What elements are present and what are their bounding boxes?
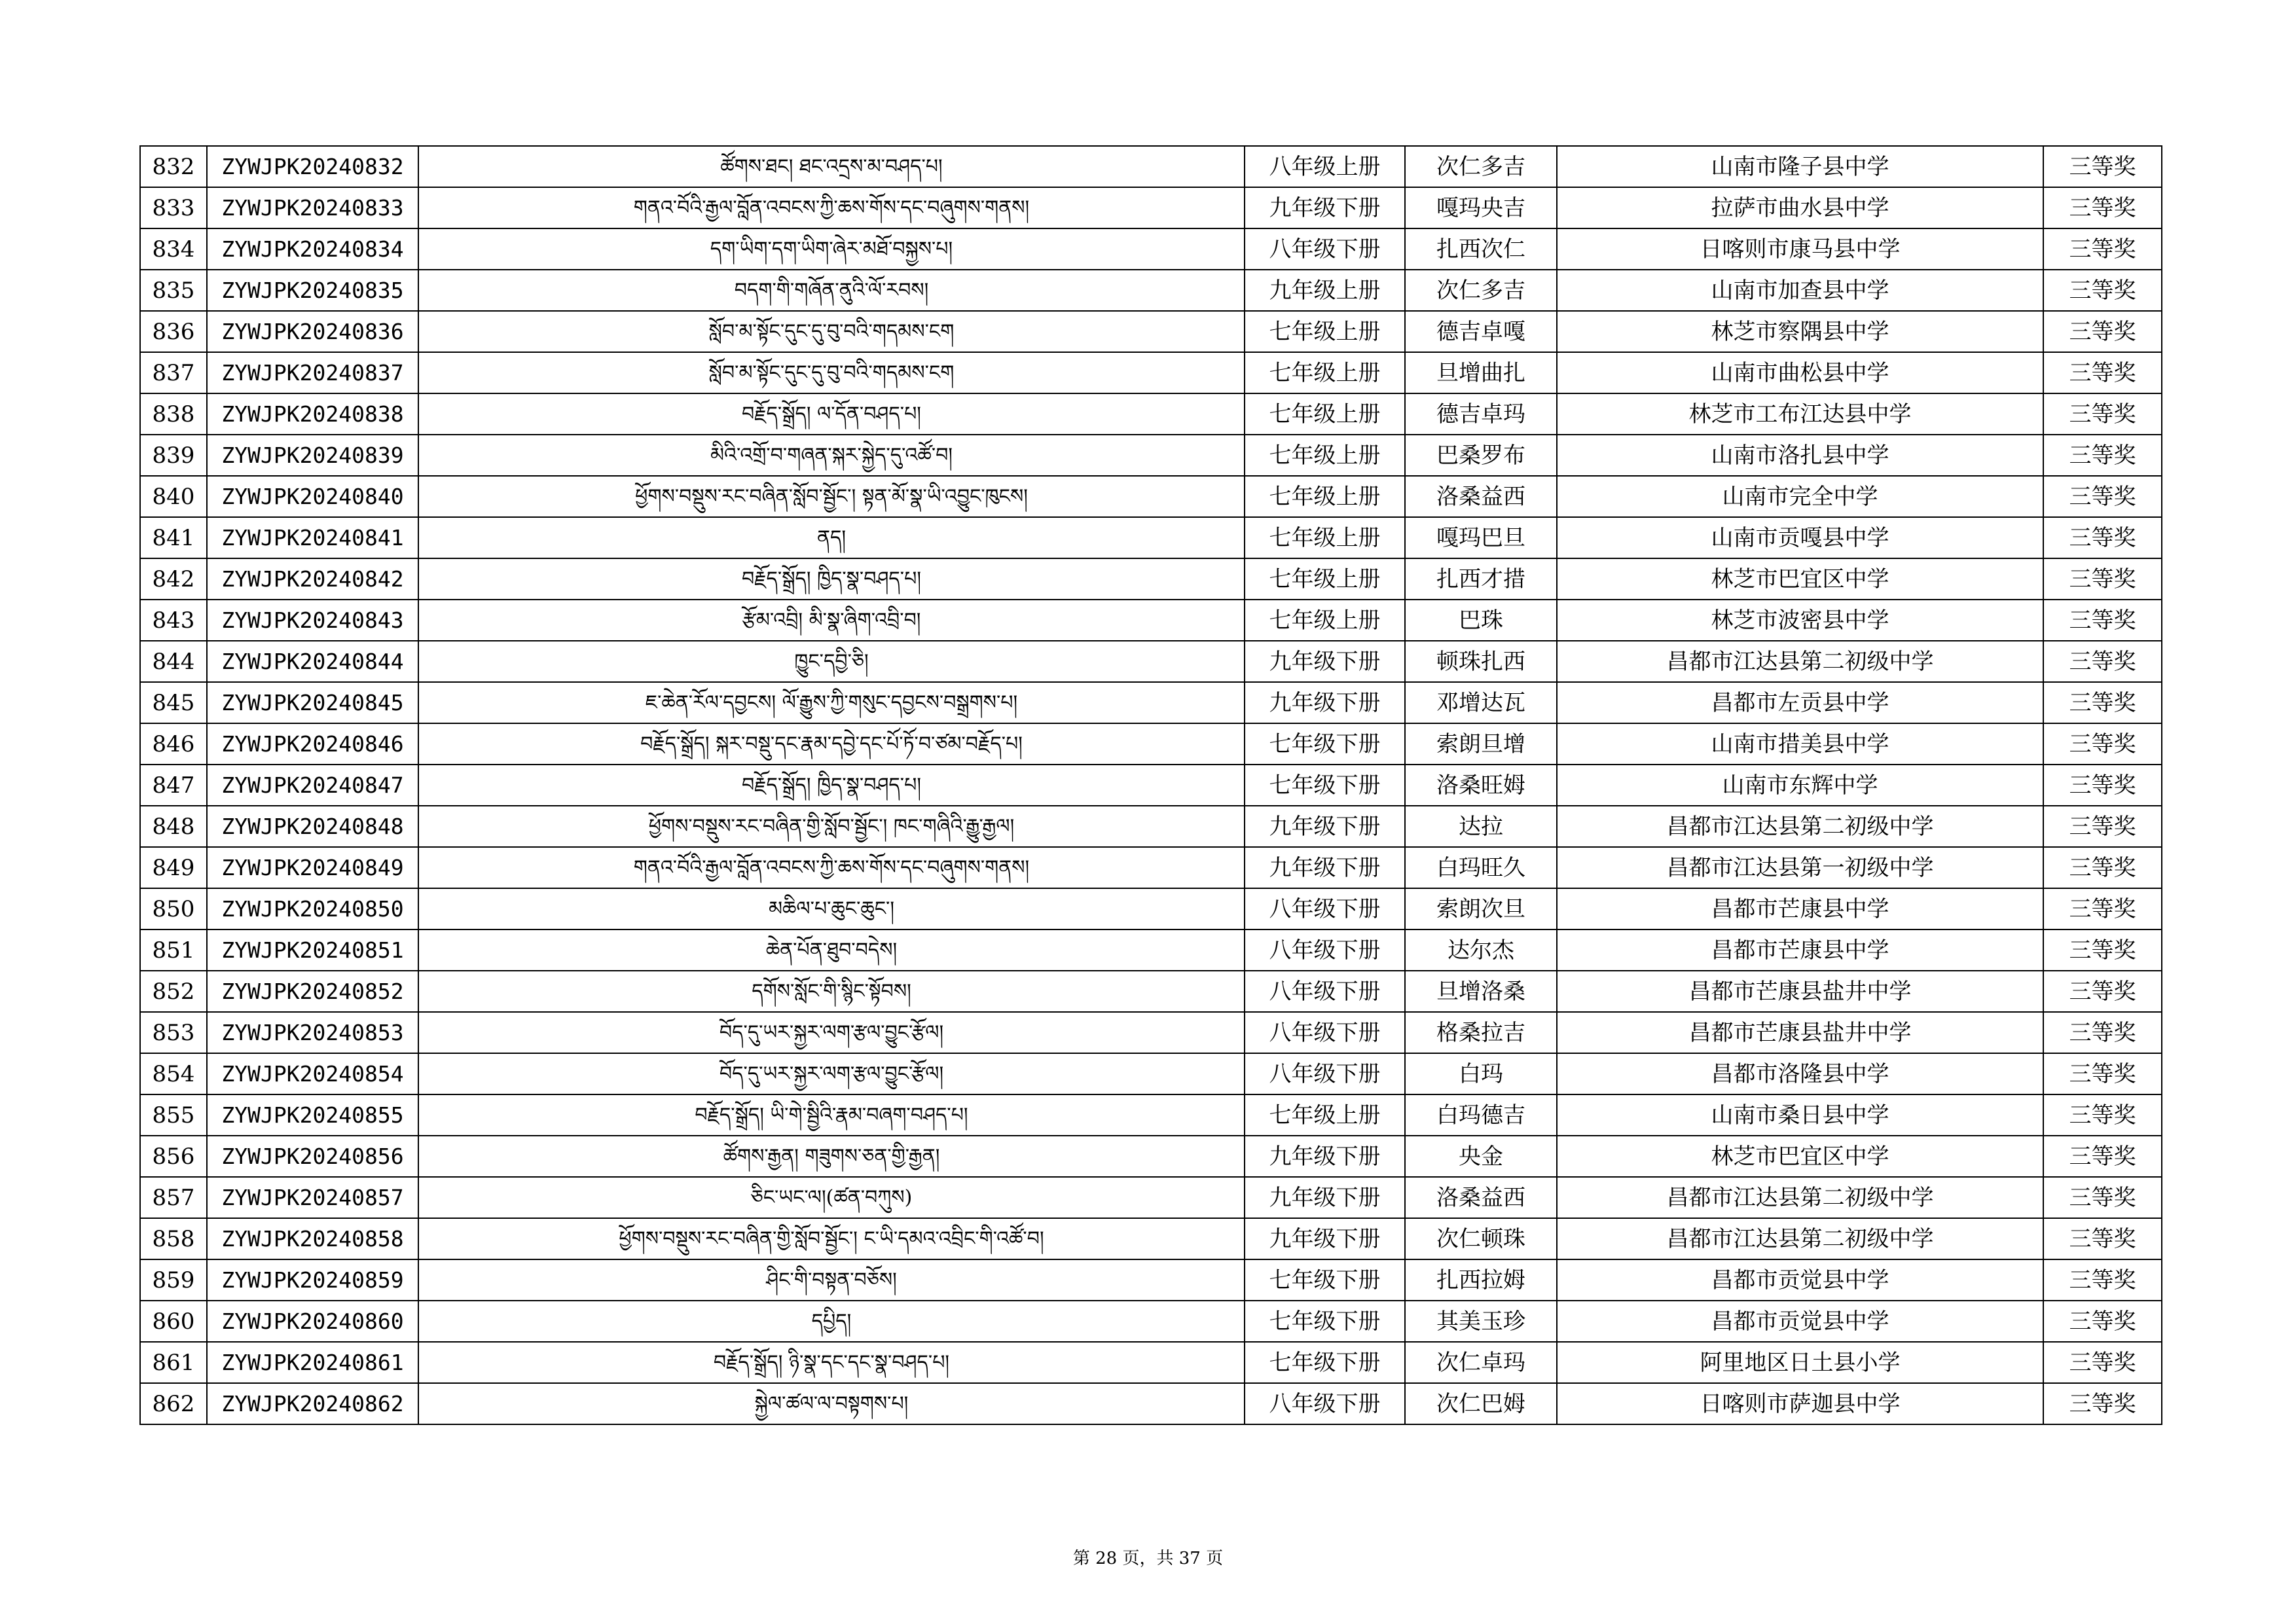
row-number-cell: 855: [140, 1094, 207, 1136]
entry-code-cell: ZYWJPK20240841: [207, 517, 418, 558]
entry-code-cell: ZYWJPK20240833: [207, 187, 418, 228]
school-name-cell: 拉萨市曲水县中学: [1557, 187, 2043, 228]
grade-volume-cell: 七年级上册: [1245, 393, 1405, 435]
work-title-cell: ཕྱོགས་བསྡུས་རང་བཞིན་སློབ་སྦྱོང་། སྟན་མོ་སྣ་ཡི་འབྱུང་ཁུངས།: [418, 476, 1245, 517]
grade-volume-cell: 七年级下册: [1245, 1342, 1405, 1383]
entry-code-cell: ZYWJPK20240854: [207, 1053, 418, 1094]
award-level-cell: 三等奖: [2043, 228, 2162, 270]
award-level-cell: 三等奖: [2043, 270, 2162, 311]
row-number-cell: 856: [140, 1136, 207, 1177]
row-number-cell: 857: [140, 1177, 207, 1218]
grade-volume-cell: 七年级下册: [1245, 1259, 1405, 1301]
table-row: [140, 146, 2162, 187]
entry-code-cell: ZYWJPK20240836: [207, 311, 418, 352]
grade-volume-cell: 九年级下册: [1245, 847, 1405, 888]
table-row: [140, 723, 2162, 765]
work-title-cell: བརྗོད་སྒྲོད། ཁྱིད་སྣ་བཤད་པ།: [418, 765, 1245, 806]
work-title-cell: བརྗོད་སྒྲོད། ལ་དོན་བཤད་པ།: [418, 393, 1245, 435]
table-row: [140, 352, 2162, 393]
entry-code-cell: ZYWJPK20240851: [207, 929, 418, 971]
school-name-cell: 山南市加查县中学: [1557, 270, 2043, 311]
teacher-name-cell: 达拉: [1405, 806, 1557, 847]
table-row: [140, 1259, 2162, 1301]
teacher-name-cell: 旦增洛桑: [1405, 971, 1557, 1012]
award-level-cell: 三等奖: [2043, 187, 2162, 228]
award-level-cell: 三等奖: [2043, 929, 2162, 971]
row-number-cell: 850: [140, 888, 207, 929]
award-level-cell: 三等奖: [2043, 888, 2162, 929]
school-name-cell: 山南市完全中学: [1557, 476, 2043, 517]
entry-code-cell: ZYWJPK20240843: [207, 600, 418, 641]
grade-volume-cell: 八年级下册: [1245, 1383, 1405, 1424]
work-title-cell: མིའི་འགྲོ་བ་གཞན་སྐར་སྐྱེད་དུ་འཚོ་བ།: [418, 435, 1245, 476]
school-name-cell: 林芝市巴宜区中学: [1557, 1136, 2043, 1177]
work-title-cell: བོད་དུ་ཡར་སྐྱར་ལག་རྩལ་བྱུང་རྩོལ།: [418, 1012, 1245, 1053]
table-body: [140, 146, 2162, 1424]
teacher-name-cell: 洛桑益西: [1405, 1177, 1557, 1218]
school-name-cell: 山南市东辉中学: [1557, 765, 2043, 806]
entry-code-cell: ZYWJPK20240847: [207, 765, 418, 806]
table-row: [140, 971, 2162, 1012]
row-number-cell: 841: [140, 517, 207, 558]
row-number-cell: 853: [140, 1012, 207, 1053]
award-level-cell: 三等奖: [2043, 1218, 2162, 1259]
award-level-cell: 三等奖: [2043, 806, 2162, 847]
work-title-cell: སློབ་མ་སྟོང་དུང་དུ་བུ་བའི་གདམས་ངག: [418, 352, 1245, 393]
school-name-cell: 昌都市洛隆县中学: [1557, 1053, 2043, 1094]
grade-volume-cell: 八年级下册: [1245, 888, 1405, 929]
table-row: [140, 1012, 2162, 1053]
award-level-cell: 三等奖: [2043, 1301, 2162, 1342]
grade-volume-cell: 七年级上册: [1245, 311, 1405, 352]
teacher-name-cell: 白玛德吉: [1405, 1094, 1557, 1136]
work-title-cell: གནའ་བོའི་རྒྱལ་བློན་འབངས་ཀྱི་ཆས་གོས་དང་བཞུགས་གནས།: [418, 847, 1245, 888]
entry-code-cell: ZYWJPK20240840: [207, 476, 418, 517]
entry-code-cell: ZYWJPK20240858: [207, 1218, 418, 1259]
award-level-cell: 三等奖: [2043, 1342, 2162, 1383]
entry-code-cell: ZYWJPK20240846: [207, 723, 418, 765]
grade-volume-cell: 七年级下册: [1245, 723, 1405, 765]
row-number-cell: 845: [140, 682, 207, 723]
work-title-cell: བརྗོད་སྒྲོད། ཁྱིད་སྣ་བཤད་པ།: [418, 558, 1245, 600]
grade-volume-cell: 七年级上册: [1245, 600, 1405, 641]
table-row: [140, 1301, 2162, 1342]
school-name-cell: 山南市洛扎县中学: [1557, 435, 2043, 476]
table-row: [140, 641, 2162, 682]
table-row: [140, 517, 2162, 558]
award-level-cell: 三等奖: [2043, 393, 2162, 435]
row-number-cell: 858: [140, 1218, 207, 1259]
grade-volume-cell: 八年级下册: [1245, 228, 1405, 270]
entry-code-cell: ZYWJPK20240857: [207, 1177, 418, 1218]
row-number-cell: 840: [140, 476, 207, 517]
school-name-cell: 阿里地区日土县小学: [1557, 1342, 2043, 1383]
work-title-cell: རྩོམ་འབྲི། མི་སྣ་ཞིག་འབྲི་བ།: [418, 600, 1245, 641]
table-row: [140, 228, 2162, 270]
grade-volume-cell: 九年级下册: [1245, 1136, 1405, 1177]
table-row: [140, 270, 2162, 311]
row-number-cell: 859: [140, 1259, 207, 1301]
teacher-name-cell: 德吉卓嘎: [1405, 311, 1557, 352]
row-number-cell: 832: [140, 146, 207, 187]
work-title-cell: ཕྱོགས་བསྡུས་རང་བཞིན་གྱི་སློབ་སྦྱོང་། ང་ཡི་དམའ་འབྲིང་གི་འཚོ་བ།: [418, 1218, 1245, 1259]
work-title-cell: སློབ་མ་སྟོང་དུང་དུ་བུ་བའི་གདམས་ངག: [418, 311, 1245, 352]
grade-volume-cell: 七年级下册: [1245, 1301, 1405, 1342]
grade-volume-cell: 九年级下册: [1245, 806, 1405, 847]
grade-volume-cell: 八年级下册: [1245, 971, 1405, 1012]
table-row: [140, 847, 2162, 888]
award-level-cell: 三等奖: [2043, 1136, 2162, 1177]
work-title-cell: ཆེན་པོན་ཐུབ་བདེས།: [418, 929, 1245, 971]
row-number-cell: 847: [140, 765, 207, 806]
school-name-cell: 昌都市江达县第二初级中学: [1557, 806, 2043, 847]
grade-volume-cell: 八年级下册: [1245, 1012, 1405, 1053]
award-level-cell: 三等奖: [2043, 1053, 2162, 1094]
teacher-name-cell: 旦增曲扎: [1405, 352, 1557, 393]
school-name-cell: 山南市贡嘎县中学: [1557, 517, 2043, 558]
teacher-name-cell: 嘎玛央吉: [1405, 187, 1557, 228]
work-title-cell: དག་ཡིག་དག་ཡིག་ཞེར་མཐོ་བསྐྱས་པ།: [418, 228, 1245, 270]
teacher-name-cell: 嘎玛巴旦: [1405, 517, 1557, 558]
grade-volume-cell: 七年级上册: [1245, 476, 1405, 517]
school-name-cell: 昌都市贡觉县中学: [1557, 1301, 2043, 1342]
table-row: [140, 435, 2162, 476]
school-name-cell: 林芝市察隅县中学: [1557, 311, 2043, 352]
award-level-cell: 三等奖: [2043, 600, 2162, 641]
row-number-cell: 848: [140, 806, 207, 847]
teacher-name-cell: 达尔杰: [1405, 929, 1557, 971]
row-number-cell: 851: [140, 929, 207, 971]
entry-code-cell: ZYWJPK20240856: [207, 1136, 418, 1177]
row-number-cell: 843: [140, 600, 207, 641]
grade-volume-cell: 九年级下册: [1245, 1177, 1405, 1218]
award-level-cell: 三等奖: [2043, 1177, 2162, 1218]
award-level-cell: 三等奖: [2043, 1383, 2162, 1424]
table-row: [140, 476, 2162, 517]
grade-volume-cell: 七年级上册: [1245, 517, 1405, 558]
school-name-cell: 日喀则市康马县中学: [1557, 228, 2043, 270]
row-number-cell: 838: [140, 393, 207, 435]
entry-code-cell: ZYWJPK20240845: [207, 682, 418, 723]
award-level-cell: 三等奖: [2043, 352, 2162, 393]
teacher-name-cell: 扎西才措: [1405, 558, 1557, 600]
award-level-cell: 三等奖: [2043, 1094, 2162, 1136]
teacher-name-cell: 扎西拉姆: [1405, 1259, 1557, 1301]
work-title-cell: ནད།: [418, 517, 1245, 558]
row-number-cell: 837: [140, 352, 207, 393]
award-level-cell: 三等奖: [2043, 558, 2162, 600]
school-name-cell: 昌都市芒康县中学: [1557, 888, 2043, 929]
school-name-cell: 山南市桑日县中学: [1557, 1094, 2043, 1136]
grade-volume-cell: 七年级上册: [1245, 1094, 1405, 1136]
award-level-cell: 三等奖: [2043, 971, 2162, 1012]
table-row: [140, 682, 2162, 723]
teacher-name-cell: 格桑拉吉: [1405, 1012, 1557, 1053]
table-row: [140, 1218, 2162, 1259]
teacher-name-cell: 索朗次旦: [1405, 888, 1557, 929]
work-title-cell: དགོས་སློང་གི་སྙིང་སྟོབས།: [418, 971, 1245, 1012]
row-number-cell: 835: [140, 270, 207, 311]
school-name-cell: 昌都市左贡县中学: [1557, 682, 2043, 723]
entry-code-cell: ZYWJPK20240837: [207, 352, 418, 393]
grade-volume-cell: 九年级下册: [1245, 641, 1405, 682]
work-title-cell: བརྗོད་སྒྲོད། སྐར་བསྡུ་དང་རྣམ་དབྱེ་དང་པོ་ཏོ་བ་ཙམ་བརྗོད་པ།: [418, 723, 1245, 765]
entry-code-cell: ZYWJPK20240832: [207, 146, 418, 187]
award-level-cell: 三等奖: [2043, 517, 2162, 558]
teacher-name-cell: 洛桑益西: [1405, 476, 1557, 517]
entry-code-cell: ZYWJPK20240834: [207, 228, 418, 270]
school-name-cell: 昌都市江达县第二初级中学: [1557, 1177, 2043, 1218]
work-title-cell: སྐྱེལ་ཚལ་ལ་བསྟགས་པ།: [418, 1383, 1245, 1424]
award-level-cell: 三等奖: [2043, 146, 2162, 187]
table-row: [140, 929, 2162, 971]
row-number-cell: 842: [140, 558, 207, 600]
entry-code-cell: ZYWJPK20240835: [207, 270, 418, 311]
row-number-cell: 846: [140, 723, 207, 765]
grade-volume-cell: 七年级上册: [1245, 558, 1405, 600]
teacher-name-cell: 顿珠扎西: [1405, 641, 1557, 682]
row-number-cell: 862: [140, 1383, 207, 1424]
teacher-name-cell: 白玛: [1405, 1053, 1557, 1094]
teacher-name-cell: 巴珠: [1405, 600, 1557, 641]
table-row: [140, 806, 2162, 847]
work-title-cell: བོད་དུ་ཡར་སྐྱར་ལག་རྩལ་བྱུང་རྩོལ།: [418, 1053, 1245, 1094]
teacher-name-cell: 其美玉珍: [1405, 1301, 1557, 1342]
row-number-cell: 844: [140, 641, 207, 682]
row-number-cell: 836: [140, 311, 207, 352]
table-row: [140, 558, 2162, 600]
entry-code-cell: ZYWJPK20240860: [207, 1301, 418, 1342]
award-level-cell: 三等奖: [2043, 641, 2162, 682]
grade-volume-cell: 八年级下册: [1245, 929, 1405, 971]
entry-code-cell: ZYWJPK20240855: [207, 1094, 418, 1136]
work-title-cell: དཔྱིད།: [418, 1301, 1245, 1342]
table-row: [140, 1177, 2162, 1218]
table-row: [140, 187, 2162, 228]
school-name-cell: 山南市措美县中学: [1557, 723, 2043, 765]
table-row: [140, 765, 2162, 806]
school-name-cell: 昌都市贡觉县中学: [1557, 1259, 2043, 1301]
entry-code-cell: ZYWJPK20240849: [207, 847, 418, 888]
award-level-cell: 三等奖: [2043, 723, 2162, 765]
entry-code-cell: ZYWJPK20240861: [207, 1342, 418, 1383]
table-row: [140, 888, 2162, 929]
award-level-cell: 三等奖: [2043, 1012, 2162, 1053]
entry-code-cell: ZYWJPK20240848: [207, 806, 418, 847]
school-name-cell: 昌都市江达县第二初级中学: [1557, 641, 2043, 682]
teacher-name-cell: 索朗旦增: [1405, 723, 1557, 765]
grade-volume-cell: 九年级下册: [1245, 187, 1405, 228]
grade-volume-cell: 七年级上册: [1245, 352, 1405, 393]
entry-code-cell: ZYWJPK20240850: [207, 888, 418, 929]
table-row: [140, 1136, 2162, 1177]
teacher-name-cell: 巴桑罗布: [1405, 435, 1557, 476]
row-number-cell: 852: [140, 971, 207, 1012]
teacher-name-cell: 德吉卓玛: [1405, 393, 1557, 435]
award-level-cell: 三等奖: [2043, 311, 2162, 352]
table-row: [140, 600, 2162, 641]
entry-code-cell: ZYWJPK20240838: [207, 393, 418, 435]
award-level-cell: 三等奖: [2043, 847, 2162, 888]
row-number-cell: 860: [140, 1301, 207, 1342]
teacher-name-cell: 白玛旺久: [1405, 847, 1557, 888]
school-name-cell: 昌都市芒康县盐井中学: [1557, 971, 2043, 1012]
school-name-cell: 昌都市芒康县盐井中学: [1557, 1012, 2043, 1053]
school-name-cell: 山南市隆子县中学: [1557, 146, 2043, 187]
work-title-cell: ཚོགས་ཐང། ཐང་འདྲས་མ་བཤད་པ།: [418, 146, 1245, 187]
entry-code-cell: ZYWJPK20240839: [207, 435, 418, 476]
teacher-name-cell: 邓增达瓦: [1405, 682, 1557, 723]
grade-volume-cell: 八年级上册: [1245, 146, 1405, 187]
entry-code-cell: ZYWJPK20240844: [207, 641, 418, 682]
row-number-cell: 861: [140, 1342, 207, 1383]
row-number-cell: 849: [140, 847, 207, 888]
work-title-cell: མཆིལ་པ་ཆུང་ཆུང་།: [418, 888, 1245, 929]
table-row: [140, 1383, 2162, 1424]
row-number-cell: 833: [140, 187, 207, 228]
table-row: [140, 311, 2162, 352]
school-name-cell: 林芝市波密县中学: [1557, 600, 2043, 641]
work-title-cell: ཇ་ཆེན་རོལ་དབྱངས། ལོ་རྒྱུས་ཀྱི་གསུང་དབྱངས་བསྒྲགས་པ།: [418, 682, 1245, 723]
school-name-cell: 昌都市江达县第二初级中学: [1557, 1218, 2043, 1259]
table-row: [140, 393, 2162, 435]
teacher-name-cell: 洛桑旺姆: [1405, 765, 1557, 806]
work-title-cell: ཤིང་གི་བསྟན་བཅོས།: [418, 1259, 1245, 1301]
award-level-cell: 三等奖: [2043, 1259, 2162, 1301]
teacher-name-cell: 次仁卓玛: [1405, 1342, 1557, 1383]
award-level-cell: 三等奖: [2043, 682, 2162, 723]
teacher-name-cell: 次仁多吉: [1405, 146, 1557, 187]
table-row: [140, 1342, 2162, 1383]
grade-volume-cell: 八年级下册: [1245, 1053, 1405, 1094]
teacher-name-cell: 扎西次仁: [1405, 228, 1557, 270]
grade-volume-cell: 七年级下册: [1245, 765, 1405, 806]
page-footer: 第 28 页，共 37 页: [1072, 1549, 1224, 1568]
school-name-cell: 林芝市工布江达县中学: [1557, 393, 2043, 435]
entry-code-cell: ZYWJPK20240852: [207, 971, 418, 1012]
award-table: [139, 145, 2162, 1425]
teacher-name-cell: 央金: [1405, 1136, 1557, 1177]
work-title-cell: ཕྱོགས་བསྡུས་རང་བཞིན་གྱི་སློབ་སྦྱོང་། ཁང་གཞིའི་རྒྱུ་རྒྱལ།: [418, 806, 1245, 847]
grade-volume-cell: 九年级下册: [1245, 1218, 1405, 1259]
school-name-cell: 日喀则市萨迦县中学: [1557, 1383, 2043, 1424]
entry-code-cell: ZYWJPK20240842: [207, 558, 418, 600]
work-title-cell: བརྗོད་སྒྲོད། ཡི་གེ་སྦྱིའི་རྣམ་བཞག་བཤད་པ།: [418, 1094, 1245, 1136]
entry-code-cell: ZYWJPK20240862: [207, 1383, 418, 1424]
work-title-cell: གནའ་བོའི་རྒྱལ་བློན་འབངས་ཀྱི་ཆས་གོས་དང་བཞུགས་གནས།: [418, 187, 1245, 228]
award-level-cell: 三等奖: [2043, 476, 2162, 517]
grade-volume-cell: 七年级上册: [1245, 435, 1405, 476]
grade-volume-cell: 九年级下册: [1245, 682, 1405, 723]
row-number-cell: 839: [140, 435, 207, 476]
work-title-cell: ཅིང་ཡང་ལ།(ཚན་བཀུས): [418, 1177, 1245, 1218]
work-title-cell: ཁྱུང་དབྱི་ཅི།: [418, 641, 1245, 682]
table-row: [140, 1053, 2162, 1094]
award-level-cell: 三等奖: [2043, 435, 2162, 476]
grade-volume-cell: 九年级上册: [1245, 270, 1405, 311]
work-title-cell: བདག་གི་གཞོན་ནུའི་ལོ་རབས།: [418, 270, 1245, 311]
school-name-cell: 林芝市巴宜区中学: [1557, 558, 2043, 600]
work-title-cell: བརྗོད་སྒྲོད། ཉི་སྣ་དང་དང་སྣ་བཤད་པ།: [418, 1342, 1245, 1383]
school-name-cell: 昌都市江达县第一初级中学: [1557, 847, 2043, 888]
teacher-name-cell: 次仁多吉: [1405, 270, 1557, 311]
row-number-cell: 834: [140, 228, 207, 270]
work-title-cell: ཚོགས་རྒྱན། གཟུགས་ཅན་གྱི་རྒྱན།: [418, 1136, 1245, 1177]
school-name-cell: 山南市曲松县中学: [1557, 352, 2043, 393]
row-number-cell: 854: [140, 1053, 207, 1094]
entry-code-cell: ZYWJPK20240859: [207, 1259, 418, 1301]
entry-code-cell: ZYWJPK20240853: [207, 1012, 418, 1053]
teacher-name-cell: 次仁巴姆: [1405, 1383, 1557, 1424]
table-row: [140, 1094, 2162, 1136]
teacher-name-cell: 次仁顿珠: [1405, 1218, 1557, 1259]
award-level-cell: 三等奖: [2043, 765, 2162, 806]
school-name-cell: 昌都市芒康县中学: [1557, 929, 2043, 971]
